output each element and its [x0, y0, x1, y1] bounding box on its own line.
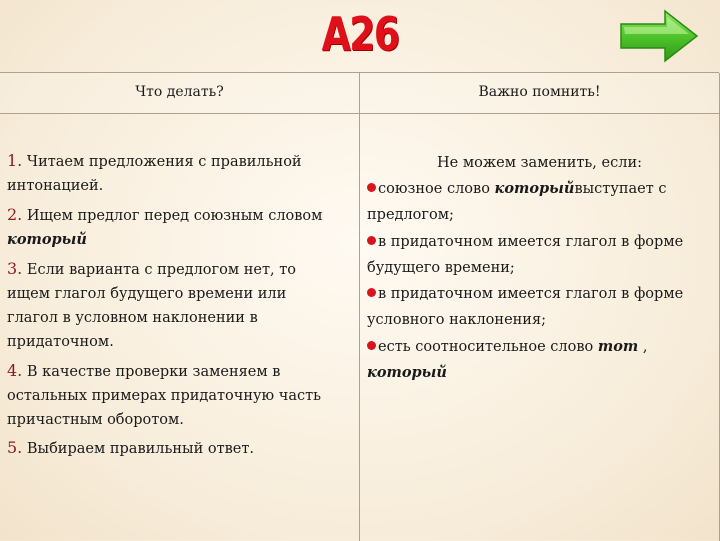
- step-text: Выбираем правильный ответ.: [26, 441, 254, 457]
- reminder-emphasis: который: [367, 364, 447, 381]
- left-column-header: Что делать?: [0, 73, 360, 114]
- step-text: Читаем предложения с правильной: [26, 154, 302, 170]
- step-text: который: [7, 231, 87, 248]
- bullet-icon: [367, 341, 376, 350]
- step-item: [7, 436, 352, 461]
- step-text: Ищем предлог перед союзным словом: [26, 208, 323, 224]
- steps-cell: [0, 114, 360, 541]
- step-text: интонацией.: [7, 178, 104, 194]
- reminder-item: [367, 229, 707, 281]
- step-text: Если варианта с предлогом нет, то: [26, 262, 296, 278]
- bullet-icon: [367, 236, 376, 245]
- reminder-cell: [360, 114, 720, 541]
- step-item: [7, 359, 352, 432]
- reminder-text: в придаточном имеется глагол в форме: [378, 286, 684, 302]
- reminder-text: есть соотносительное слово: [378, 339, 598, 355]
- step-text: причастным оборотом.: [7, 412, 184, 428]
- step-text: остальных примерах придаточную часть: [7, 388, 322, 404]
- step-number: 4.: [7, 361, 23, 380]
- reminder-text: условного наклонения;: [367, 312, 547, 328]
- reminder-item: [367, 176, 707, 228]
- step-item: [7, 257, 352, 354]
- reminder-text: ,: [638, 339, 648, 355]
- step-number: 5.: [7, 438, 23, 457]
- right-column-header: Важно помнить!: [360, 73, 720, 114]
- reminder-emphasis: тот: [597, 338, 639, 355]
- slide-title: А26: [321, 7, 399, 61]
- reminder-text: союзное слово: [378, 181, 495, 197]
- step-text: В качестве проверки заменяем в: [26, 364, 281, 380]
- step-text: придаточном.: [7, 334, 114, 350]
- bullet-icon: [367, 183, 376, 192]
- bullet-icon: [367, 288, 376, 297]
- reminder-text: будущего времени;: [367, 260, 515, 276]
- step-number: 3.: [7, 259, 23, 278]
- reminder-text: в придаточном имеется глагол в форме: [378, 234, 684, 250]
- step-item: [7, 149, 352, 198]
- reminder-item: [367, 281, 707, 333]
- reminder-text: выступает с: [574, 181, 667, 197]
- reminder-emphasis: который: [494, 180, 575, 197]
- reminder-text: предлогом;: [367, 207, 454, 223]
- step-number: 1.: [7, 151, 23, 170]
- comparison-table: [0, 72, 719, 541]
- step-item: [7, 203, 352, 252]
- step-text: глагол в условном наклонении в: [7, 310, 258, 326]
- next-arrow-icon[interactable]: [617, 8, 701, 64]
- reminder-heading: Не можем заменить, если:: [437, 155, 642, 171]
- reminder-item: [367, 334, 707, 386]
- step-text: ищем глагол будущего времени или: [7, 286, 287, 302]
- step-number: 2.: [7, 205, 23, 224]
